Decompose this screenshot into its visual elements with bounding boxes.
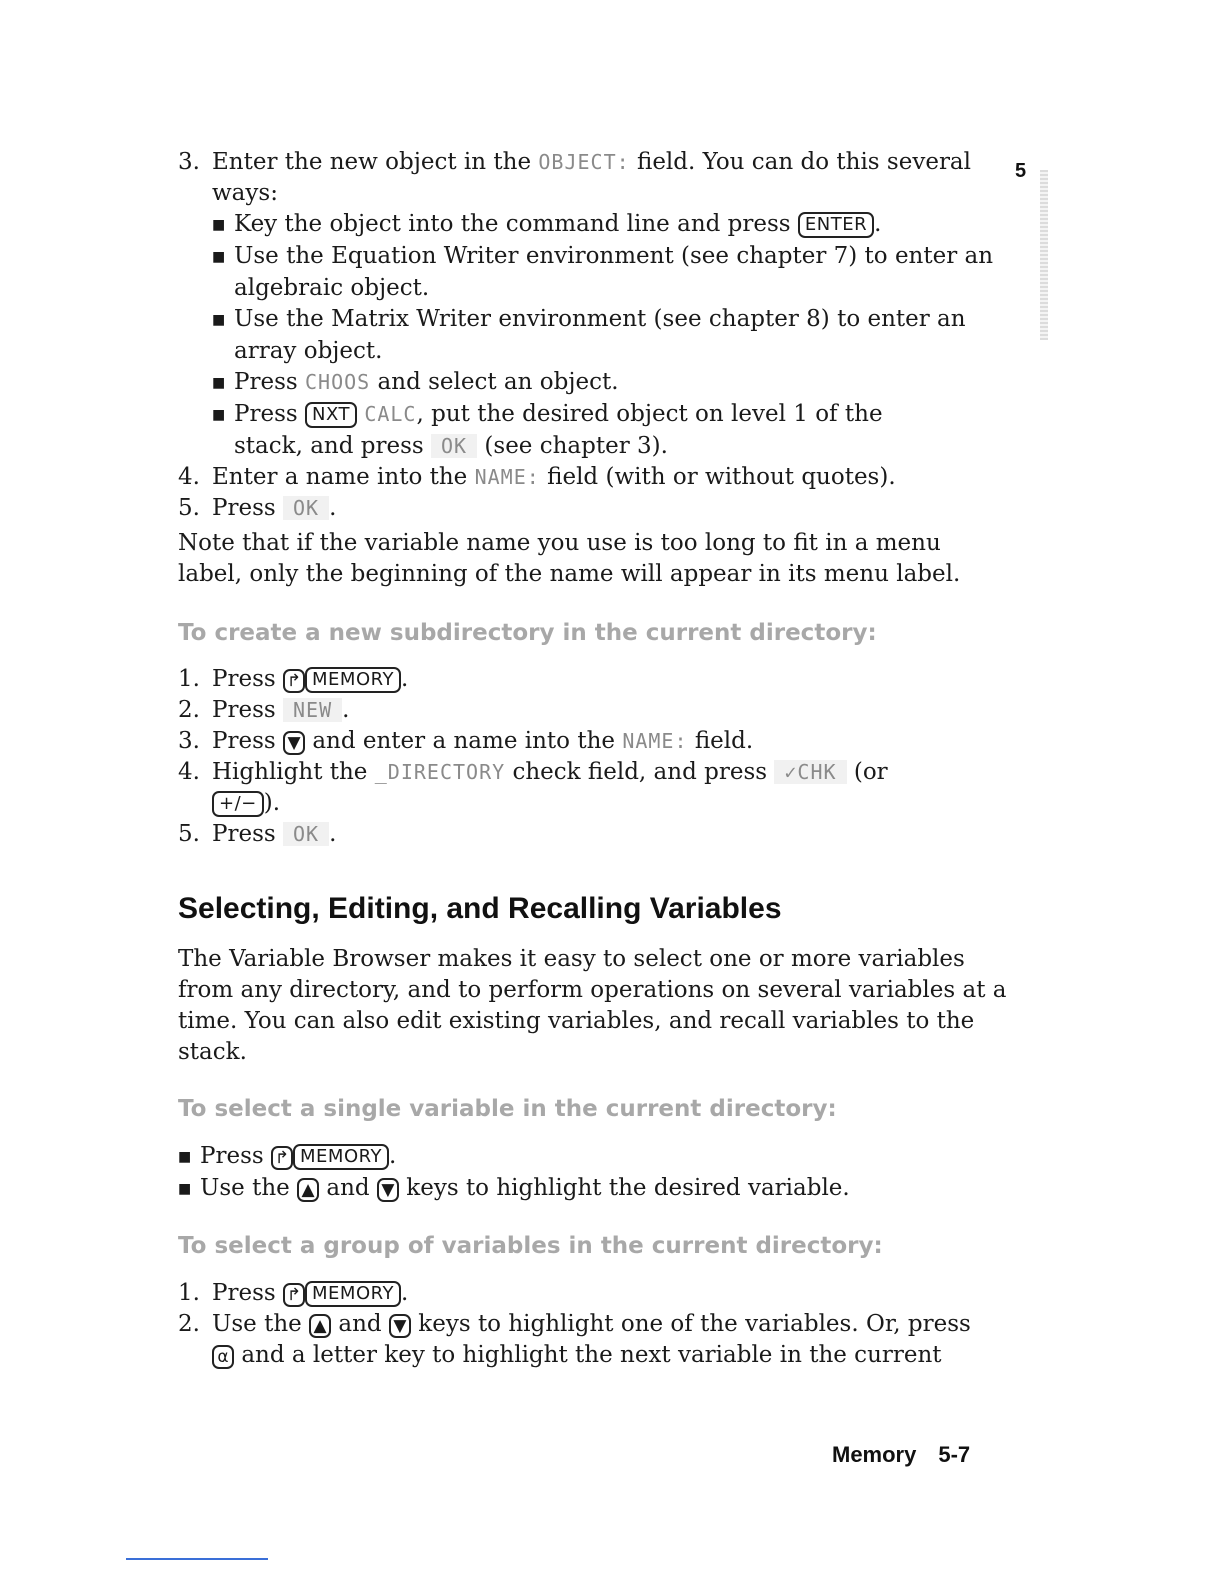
memory-key: MEMORY	[305, 1281, 401, 1307]
choos-softkey: CHOOS	[305, 370, 371, 394]
plus-minus-key: +/−	[212, 791, 264, 817]
bullet-choos: ■ Press CHOOS and select an object.	[178, 367, 978, 399]
page-footer	[832, 1442, 970, 1468]
down-arrow-key-icon: ▼	[283, 731, 305, 755]
bullet-icon: ■	[212, 249, 226, 265]
alpha-key: α	[212, 1345, 234, 1369]
bottom-rule	[126, 1558, 268, 1560]
up-arrow-key-icon: ▲	[297, 1178, 319, 1202]
ok-softkey: OK	[431, 434, 477, 458]
section-title: Selecting, Editing, and Recalling Variables	[178, 892, 782, 925]
subdirectory-steps: 1. Press ↱ MEMORY . 2. Press NEW . 3. Press ▼ and enter a name into the NAME: field. 4. Highlight the _DIRECTORY check field, and press ✓CHK (or +/− ). 5. Press OK .	[178, 666, 888, 847]
ok-softkey: OK	[283, 496, 329, 520]
bullet-equation-writer: ■ Use the Equation Writer environment (see chapter 7) to enter an	[178, 241, 978, 273]
down-arrow-key-icon: ▼	[389, 1314, 411, 1338]
up-arrow-key-icon: ▲	[309, 1314, 331, 1338]
page-number: 5-7	[938, 1442, 971, 1467]
right-shift-key-icon: ↱	[283, 669, 305, 693]
step-4: 4. Enter a name into the NAME: field (with or without quotes).	[178, 464, 896, 490]
memory-key: MEMORY	[305, 667, 401, 693]
bullet-icon: ■	[212, 407, 226, 423]
right-shift-key-icon: ↱	[283, 1283, 305, 1307]
section-intro: The Variable Browser makes it easy to select one or more variables from any directory, and to perform operations on several variables at a time. You can also edit existing variables, and recall variables to the stack.	[178, 946, 1007, 1065]
object-field-name: OBJECT:	[538, 150, 630, 174]
single-variable-heading: To select a single variable in the current directory:	[178, 1096, 837, 1122]
bullet-icon: ■	[212, 217, 226, 233]
bullet-matrix-writer: ■ Use the Matrix Writer environment (see chapter 8) to enter an	[178, 304, 978, 336]
bullet-icon: ■	[212, 312, 226, 328]
name-field: NAME:	[474, 465, 540, 489]
directory-check-field: _DIRECTORY	[374, 760, 506, 784]
group-variables-heading: To select a group of variables in the current directory:	[178, 1233, 883, 1259]
bullet-key-object: ■ Key the object into the command line and press ENTER .	[178, 209, 978, 241]
down-arrow-key-icon: ▼	[377, 1178, 399, 1202]
step-5: 5. Press OK .	[178, 495, 337, 521]
group-variables-steps: 1. Press ↱ MEMORY . 2. Use the ▲ and ▼ keys to highlight one of the variables. Or, press α and a letter key to highlight the next variable in the current	[178, 1280, 971, 1368]
subdirectory-heading: To create a new subdirectory in the current directory:	[178, 620, 877, 646]
nxt-key: NXT	[305, 402, 357, 428]
enter-key: ENTER	[798, 212, 874, 238]
bullet-calc: ■ Press NXT CALC, put the desired object on level 1 of the	[178, 399, 978, 431]
ok-softkey: OK	[283, 822, 329, 846]
single-variable-steps: ■ Press ↱ MEMORY . ■ Use the ▲ and ▼ keys to highlight the desired variable.	[178, 1141, 978, 1205]
chapter-tab-bar	[1040, 170, 1048, 340]
object-entry-steps: 3. Enter the new object in the OBJECT: field. You can do this several ways: ■ Key the object into the command line and press ENTER . ■ Use the Equation Writer environment (see chapter 7) to enter an algebraic object. ■ Use the Matrix Writer environment (see chapter 8) to enter an array object. ■ Press CHOOS and select an object. ■ Press NXT CALC, put the desired object on level 1 of the stack, and press OK (see chapter 3). 4. Enter a name into the NAME: field (with or without quotes). 5. Press OK .	[178, 147, 978, 524]
note-paragraph: Note that if the variable name you use is too long to fit in a menu label, only the beginning of the name will appear in its menu label.	[178, 530, 961, 587]
chk-softkey: ✓CHK	[774, 760, 846, 784]
step-3: 3. Enter the new object in the OBJECT: field. You can do this several	[178, 149, 972, 175]
memory-key: MEMORY	[293, 1144, 389, 1170]
name-field: NAME:	[622, 729, 688, 753]
bullet-icon: ■	[212, 375, 226, 391]
calc-softkey: CALC	[364, 402, 417, 426]
new-softkey: NEW	[283, 698, 342, 722]
footer-chapter: Memory	[832, 1442, 917, 1467]
right-shift-key-icon: ↱	[271, 1146, 293, 1170]
bullet-icon: ■	[178, 1149, 192, 1165]
chapter-tab: 5	[1015, 160, 1027, 182]
bullet-icon: ■	[178, 1181, 192, 1197]
